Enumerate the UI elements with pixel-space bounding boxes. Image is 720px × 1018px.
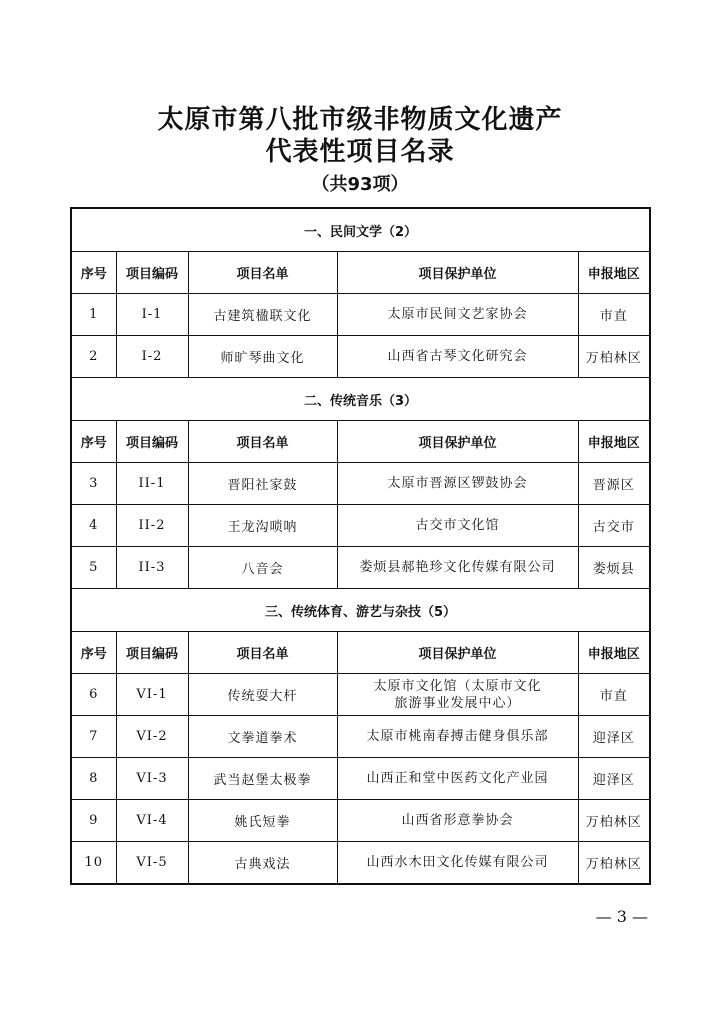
section-title: 三、传统体育、游艺与杂技（5） [71, 589, 650, 632]
section-title-row [71, 589, 650, 632]
region-cell: 万柏林区 [578, 842, 650, 885]
section-title-row [71, 208, 650, 252]
project-code-cell: VI-1 [116, 674, 188, 716]
project-name-cell: 文拳道拳术 [188, 716, 337, 758]
project-name-cell: 八音会 [188, 547, 337, 589]
column-header: 申报地区 [578, 252, 650, 294]
row-number-cell: 5 [71, 547, 116, 589]
protection-unit-cell [337, 336, 578, 378]
document-title-line-1: 太原市第八批市级非物质文化遗产 [157, 105, 563, 135]
protection-unit-line: 旅游事业发展中心） [394, 695, 521, 711]
region-cell: 迎泽区 [578, 716, 650, 758]
protection-unit-line: 太原市桃南春搏击健身俱乐部 [366, 729, 549, 744]
project-name-cell: 武当赵堡太极拳 [188, 758, 337, 800]
project-code-cell: I-2 [116, 336, 188, 378]
protection-unit-line: 山西省古琴文化研究会 [387, 349, 528, 364]
protection-unit-line: 太原市民间文艺家协会 [387, 307, 528, 322]
document-title-block [0, 104, 720, 198]
protection-unit-cell [337, 716, 578, 758]
section-title-row [71, 378, 650, 421]
project-name-cell: 师旷琴曲文化 [188, 336, 337, 378]
column-header: 申报地区 [578, 632, 650, 674]
column-header: 序号 [71, 421, 116, 463]
region-cell: 万柏林区 [578, 336, 650, 378]
protection-unit-cell [337, 547, 578, 589]
protection-unit-cell [337, 842, 578, 885]
region-cell: 万柏林区 [578, 800, 650, 842]
region-cell: 古交市 [578, 505, 650, 547]
column-header: 项目保护单位 [337, 252, 578, 294]
project-name-cell: 古典戏法 [188, 842, 337, 885]
table-row [71, 336, 650, 378]
column-header: 项目保护单位 [337, 421, 578, 463]
row-number-cell: 8 [71, 758, 116, 800]
protection-unit-cell [337, 505, 578, 547]
table-row [71, 505, 650, 547]
column-header: 项目名单 [188, 632, 337, 674]
project-code-cell: II-3 [116, 547, 188, 589]
region-cell: 市直 [578, 294, 650, 336]
protection-unit-cell [337, 800, 578, 842]
protection-unit-line: 太原市晋源区锣鼓协会 [387, 476, 528, 491]
row-number-cell: 4 [71, 505, 116, 547]
project-code-cell: VI-4 [116, 800, 188, 842]
column-header: 项目名单 [188, 252, 337, 294]
column-header: 项目编码 [116, 252, 188, 294]
table-row [71, 842, 650, 885]
protection-unit-line: 太原市文化馆（太原市文化 [373, 678, 542, 694]
project-code-cell: II-1 [116, 463, 188, 505]
protection-unit-line: 山西省形意拳协会 [401, 813, 514, 828]
row-number-cell: 2 [71, 336, 116, 378]
protection-unit-cell [337, 294, 578, 336]
project-name-cell: 晋阳社家鼓 [188, 463, 337, 505]
project-code-cell: I-1 [116, 294, 188, 336]
page-number: — 3 — [595, 907, 648, 926]
region-cell: 迎泽区 [578, 758, 650, 800]
column-header: 项目编码 [116, 632, 188, 674]
region-cell: 晋源区 [578, 463, 650, 505]
row-number-cell: 7 [71, 716, 116, 758]
protection-unit-cell [337, 758, 578, 800]
region-cell: 娄烦县 [578, 547, 650, 589]
table-row [71, 294, 650, 336]
project-name-cell: 传统耍大杆 [188, 674, 337, 716]
project-code-cell: VI-5 [116, 842, 188, 885]
project-name-cell: 古建筑楹联文化 [188, 294, 337, 336]
table-row [71, 547, 650, 589]
table-row [71, 674, 650, 716]
table-row [71, 716, 650, 758]
table-row [71, 800, 650, 842]
project-code-cell: VI-2 [116, 716, 188, 758]
row-number-cell: 6 [71, 674, 116, 716]
table-row [71, 463, 650, 505]
column-header: 项目名单 [188, 421, 337, 463]
protection-unit-line: 山西正和堂中医药文化产业园 [366, 771, 549, 786]
column-header: 项目编码 [116, 421, 188, 463]
project-code-cell: VI-3 [116, 758, 188, 800]
column-header: 申报地区 [578, 421, 650, 463]
section-title: 一、民间文学（2） [71, 208, 650, 252]
table-header-row [71, 632, 650, 674]
protection-unit-line: 山西水木田文化传媒有限公司 [366, 855, 549, 870]
document-title-count: （共93项） [311, 174, 409, 195]
project-name-cell: 王龙沟唢呐 [188, 505, 337, 547]
row-number-cell: 10 [71, 842, 116, 885]
table-header-row [71, 421, 650, 463]
table-row [71, 758, 650, 800]
table-header-row [71, 252, 650, 294]
project-code-cell: II-2 [116, 505, 188, 547]
column-header: 项目保护单位 [337, 632, 578, 674]
protection-unit-line: 古交市文化馆 [415, 518, 500, 533]
section-title: 二、传统音乐（3） [71, 378, 650, 421]
column-header: 序号 [71, 632, 116, 674]
region-cell: 市直 [578, 674, 650, 716]
column-header: 序号 [71, 252, 116, 294]
row-number-cell: 9 [71, 800, 116, 842]
protection-unit-cell [337, 463, 578, 505]
heritage-list-table [70, 207, 651, 885]
row-number-cell: 1 [71, 294, 116, 336]
row-number-cell: 3 [71, 463, 116, 505]
document-title-line-2: 代表性项目名录 [265, 137, 455, 167]
protection-unit-cell [337, 674, 578, 716]
project-name-cell: 姚氏短拳 [188, 800, 337, 842]
protection-unit-line: 娄烦县郝艳珍文化传媒有限公司 [359, 560, 556, 575]
